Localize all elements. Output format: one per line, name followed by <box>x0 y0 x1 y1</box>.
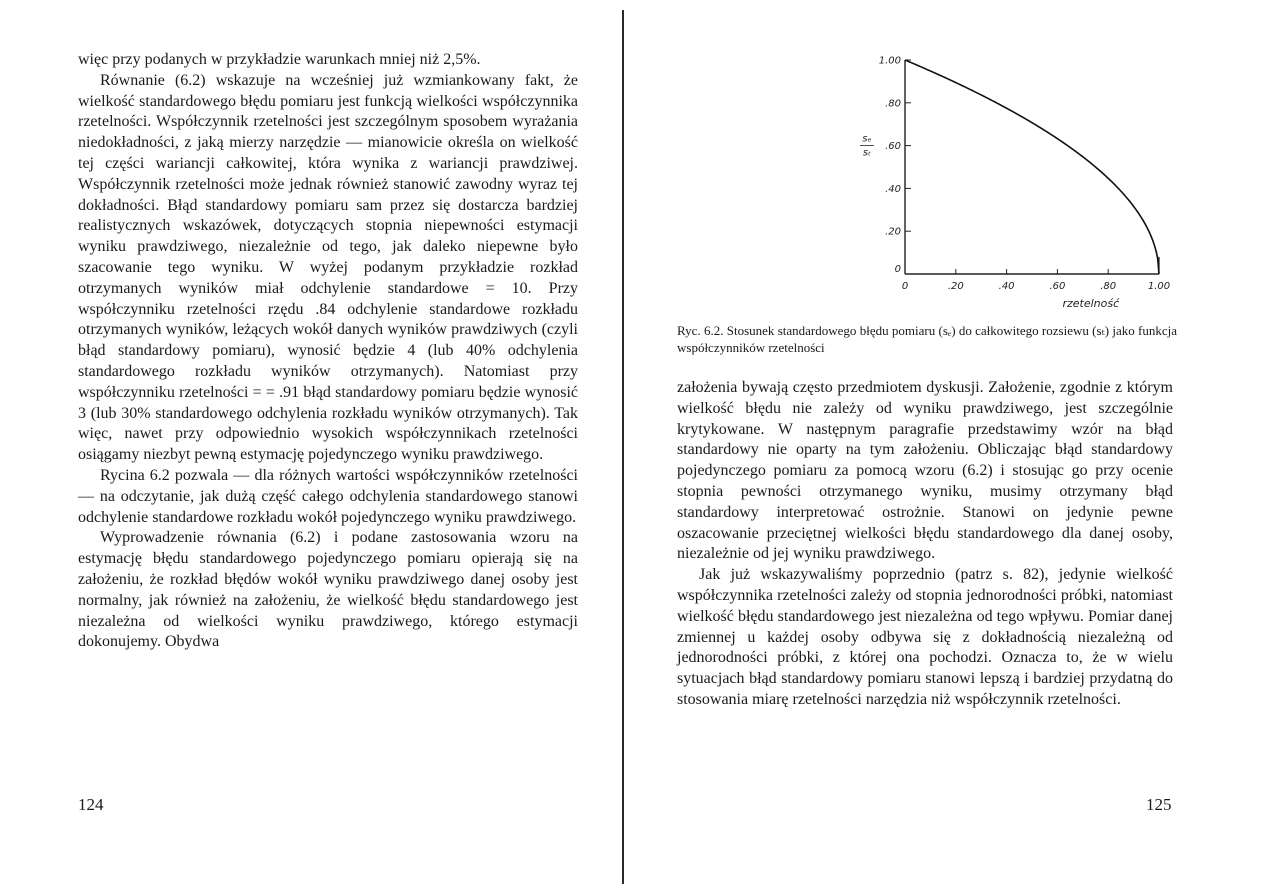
left-paragraph-3: Rycina 6.2 pozwala — dla różnych wartości współczynników rzetelności — na odczytanie, jak dużą część całego odchylenia standardowego stanowi odchylenie standardowe rozkładu wokół pojedynczego wyniku prawdziwego. <box>78 466 578 526</box>
right-paragraph-2: Jak już wskazywaliśmy poprzednio (patrz s. 82), jedynie wielkość współczynnika rzetelności zależy od stopnia jednorodności próbki, natomiast wielkość błędu standardowego jest niezależna od tego wpływu. Pomiar danej zmiennej u każdej osoby odbywa się z dokładnością niezależną od jednorodności próbki, z której ona pochodzi. Oznacza to, że w wielu sytuacjach błąd standardowy pomiaru stanowi lepszą i bardziej przydatną do stosowania miarę rzetelności narzędzia niż współczynnik rzetelności. <box>677 566 1173 708</box>
x-tick-label: 0 <box>901 281 909 292</box>
y-axis-label-denominator: sₜ <box>862 147 872 159</box>
y-tick-label: .60 <box>885 141 901 153</box>
x-tick-label: 1.00 <box>1147 281 1171 292</box>
left-page <box>0 0 622 894</box>
y-axis-label-numerator: sₑ <box>862 133 872 145</box>
y-tick-label: .40 <box>885 183 901 195</box>
x-tick-label: .80 <box>1100 281 1117 292</box>
figure-caption <box>677 322 1177 356</box>
x-axis-label: rzetelność <box>1062 297 1120 310</box>
y-tick-label: 1.00 <box>878 55 901 67</box>
left-paragraph-4: Wyprowadzenie równania (6.2) i podane zastosowania wzoru na estymację błędu standardowego pojedynczego pomiaru opierają się na założeniu, że rozkład błędów wokół wyniku prawdziwego danej osoby jest normalny, jak również na założeniu, że wielkość błędu standardowego jest niezależna od wielkości wyniku prawdziwego, którego estymacji dokonujemy. Obydwa <box>78 529 578 651</box>
left-paragraph-2: Równanie (6.2) wskazuje na wcześniej już wzmiankowany fakt, że wielkość standardowego błędu pomiaru jest funkcją wielkości współczynnika rzetelności. Współczynnik rzetelności jest szczególnym sposobem wyrażania niedokładności, z jaką mierzy narzędzie — mianowicie określa on wielkość tej części wariancji całkowitej, która wynika z wariancji prawdziwej. Współczynnik rzetelności może jednak również stanowić zawodny wyraz tej dokładności. Błąd standardowy pomiaru sam przez się dostarcza bardziej realistycznych wskazówek, dotyczących stopnia niepewności estymacji wyniku prawdziwego, niezależnie od tego, jak daleko niepewne było szacowanie tego wyniku. W wyżej podanym przykładzie rozkład otrzymanych wyników miał odchylenie standardowe = 10. Przy współczynniku rzetelności rzędu .84 odchylenie standardowe rozkładu otrzymanych wyników, leżących wokół danych wyników prawdziwych (czyli błąd standardowy pomiaru), wynosić będzie 4 (lub 40% odchylenia standardowego rozkładu wyników otrzymanych). Natomiast przy współczynniku rzetelności = = .91 błąd standardowy pomiaru będzie wynosić 3 (lub 30% standardowego odchylenia rozkładu wyników otrzymanych). Tak więc, nawet przy odpowiednio wysokich współczynnikach rzetelności osiągamy niezbyt pewną estymację pojedynczego wyniku prawdziwego. <box>78 71 578 464</box>
left-text-column <box>78 50 578 653</box>
series-line <box>905 60 1159 274</box>
left-paragraph-1: więc przy podanych w przykładzie warunkach mniej niż 2,5%. <box>78 51 481 68</box>
y-zero-label: 0 <box>894 264 901 275</box>
x-tick-label: .20 <box>947 281 964 292</box>
x-tick-label: .40 <box>998 281 1015 292</box>
chart-ticks <box>905 60 1159 274</box>
right-text-column <box>677 378 1173 711</box>
caption-label: Ryc. 6.2. <box>677 323 724 338</box>
page-number-left: 124 <box>78 795 104 814</box>
caption-text: Stosunek standardowego błędu pomiaru (sₑ) do całkowitego rozsiewu (sₜ) jako funkcja współczynników rzetelności <box>677 323 1178 355</box>
chart-plot <box>905 60 1159 274</box>
y-tick-label: .20 <box>885 226 901 238</box>
x-tick-label: .60 <box>1049 281 1066 292</box>
reliability-chart <box>654 38 1194 328</box>
right-paragraph-1: założenia bywają często przedmiotem dyskusji. Założenie, zgodnie z którym wielkość błędu nie zależy od wyniku prawdziwego, jest szczególnie krytykowane. W następnym paragrafie przedstawimy wzór na błąd standardowy nie oparty na tym założeniu. Obliczając błąd standardowy pojedynczego pomiaru za pomocą wzoru (6.2) i stosując go przy ocenie stopnia pewności otrzymanego wyniku, musimy otrzymany błąd standardowy interpretować ostrożnie. Stanowi on jedynie pewne oszacowanie przeciętnej wielkości błędu standardowego dla danej osoby, niezależnie od jej wyniku prawdziwego. <box>677 379 1173 563</box>
chart-axes <box>905 60 1159 274</box>
y-tick-label: .80 <box>885 98 901 110</box>
chart-labels <box>860 56 1170 311</box>
right-page <box>624 0 1262 894</box>
figure-6-2 <box>654 38 1194 328</box>
page-number-right: 125 <box>1146 795 1172 814</box>
